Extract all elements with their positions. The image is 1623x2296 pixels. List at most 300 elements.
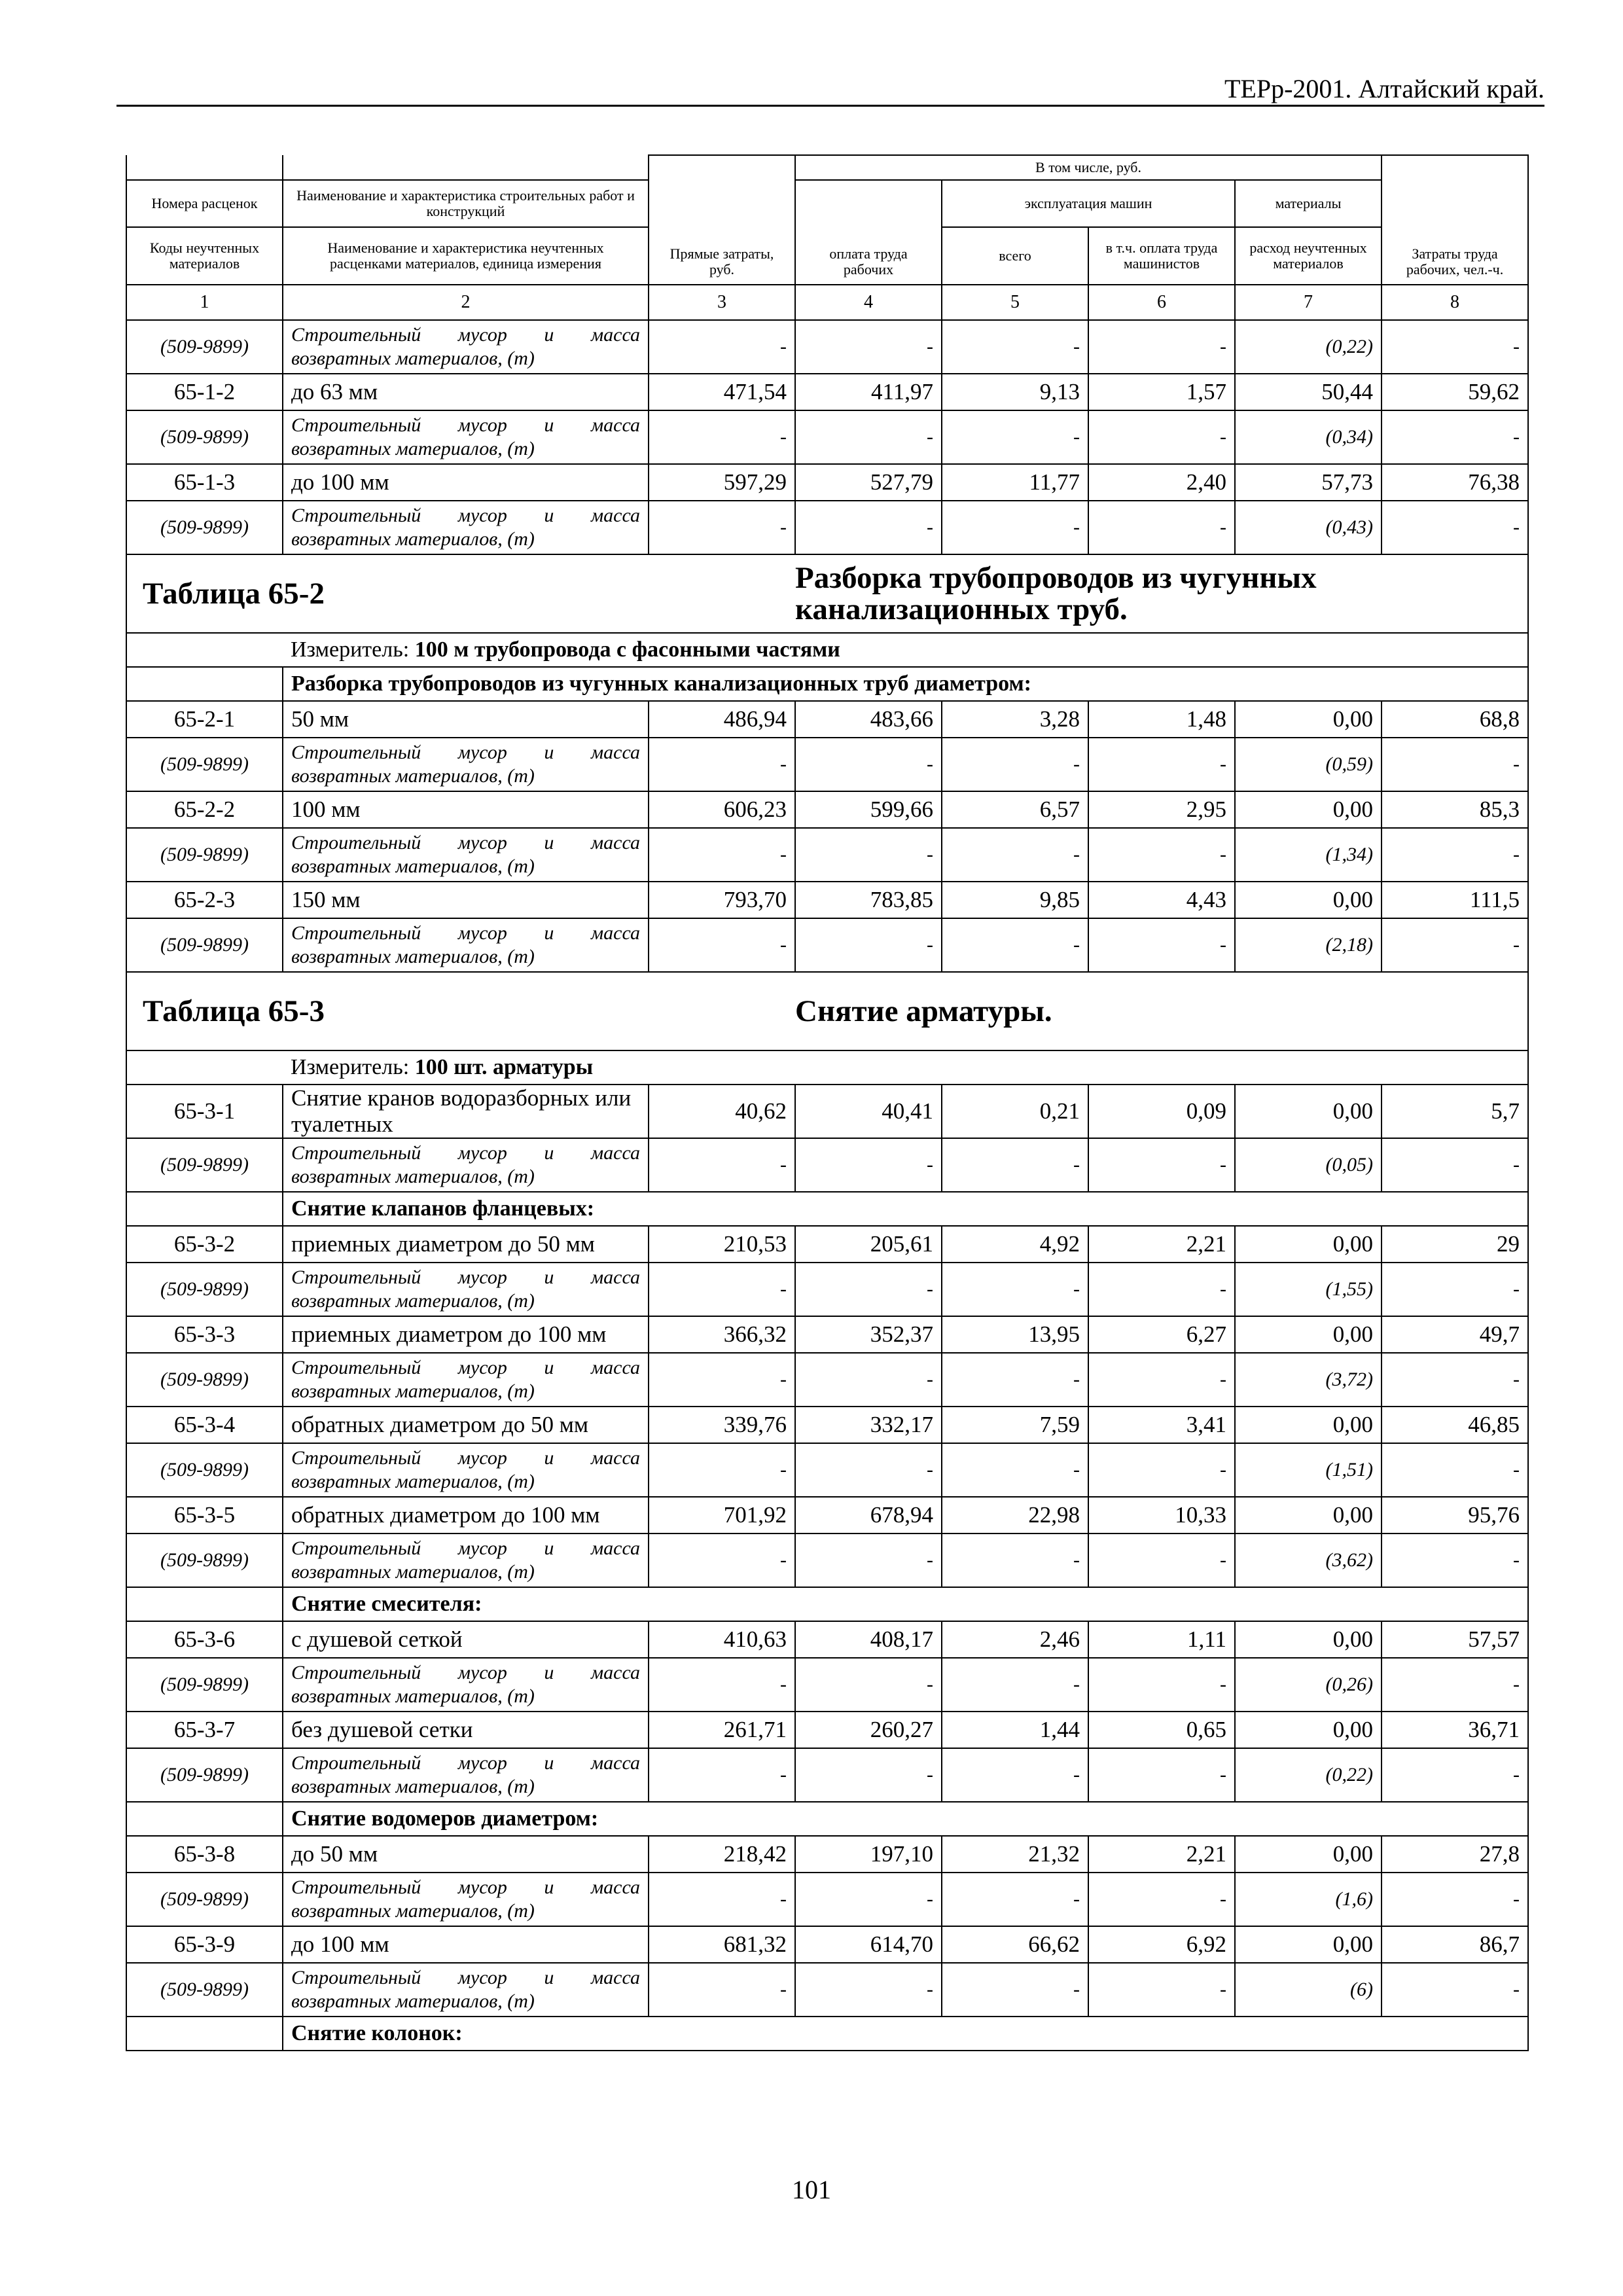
value-dash: - xyxy=(1088,320,1235,374)
table-title-row xyxy=(126,554,1528,633)
column-number-row xyxy=(126,285,1528,320)
column-number: 3 xyxy=(649,285,795,320)
header-cell-work-name: Наименование и характеристика строительных работ и конструкций xyxy=(283,180,649,227)
rate-name: без душевой сетки xyxy=(283,1712,649,1748)
labor-value: 57,57 xyxy=(1382,1621,1528,1658)
direct-costs-value: 597,29 xyxy=(649,464,795,501)
column-number: 7 xyxy=(1235,285,1382,320)
material-row xyxy=(126,1138,1528,1192)
header-cell-material-codes: Коды неучтенных материалов xyxy=(126,227,283,285)
column-number: 4 xyxy=(795,285,942,320)
value-dash: - xyxy=(649,1963,795,2017)
value-dash: - xyxy=(942,828,1088,882)
worker-pay-value: 197,10 xyxy=(795,1836,942,1873)
material-consumption: (2,18) xyxy=(1235,918,1382,972)
direct-costs-value: 793,70 xyxy=(649,882,795,918)
value-dash: - xyxy=(1088,501,1235,554)
material-consumption: (1,34) xyxy=(1235,828,1382,882)
section-heading: Разборка трубопроводов из чугунных канализационных труб диаметром: xyxy=(283,667,1528,701)
labor-value: 49,7 xyxy=(1382,1316,1528,1353)
material-row xyxy=(126,1963,1528,2017)
operator-pay-value: 6,92 xyxy=(1088,1926,1235,1963)
value-dash: - xyxy=(1088,918,1235,972)
material-code: (509-9899) xyxy=(126,410,283,464)
value-dash: - xyxy=(942,1873,1088,1926)
column-number: 6 xyxy=(1088,285,1235,320)
labor-value: 5,7 xyxy=(1382,1085,1528,1138)
rate-row xyxy=(126,791,1528,828)
value-dash: - xyxy=(1382,1263,1528,1316)
direct-costs-value: 210,53 xyxy=(649,1226,795,1263)
table-title: Разборка трубопроводов из чугунных канализационных труб. xyxy=(795,554,1528,633)
material-name: Строительный мусор и масса возвратных материалов, (т) xyxy=(283,1353,649,1407)
value-dash: - xyxy=(942,1658,1088,1712)
section-heading-row xyxy=(126,1192,1528,1226)
worker-pay-value: 352,37 xyxy=(795,1316,942,1353)
rate-row xyxy=(126,464,1528,501)
column-number: 2 xyxy=(283,285,649,320)
material-cost-value: 0,00 xyxy=(1235,1836,1382,1873)
machines-total-value: 2,46 xyxy=(942,1621,1088,1658)
value-dash: - xyxy=(795,738,942,791)
column-number: 5 xyxy=(942,285,1088,320)
header-cell-materials: материалы xyxy=(1235,180,1382,227)
rate-name: до 63 мм xyxy=(283,374,649,410)
value-dash: - xyxy=(1088,1873,1235,1926)
value-dash: - xyxy=(795,1353,942,1407)
machines-total-value: 7,59 xyxy=(942,1407,1088,1443)
material-code: (509-9899) xyxy=(126,1263,283,1316)
material-code: (509-9899) xyxy=(126,738,283,791)
operator-pay-value: 1,11 xyxy=(1088,1621,1235,1658)
value-dash: - xyxy=(795,1658,942,1712)
labor-value: 59,62 xyxy=(1382,374,1528,410)
rate-code: 65-2-3 xyxy=(126,882,283,918)
table-title-left xyxy=(126,972,795,1050)
rate-code: 65-3-2 xyxy=(126,1226,283,1263)
value-dash: - xyxy=(649,1443,795,1497)
direct-costs-value: 40,62 xyxy=(649,1085,795,1138)
machines-total-value: 22,98 xyxy=(942,1497,1088,1534)
meter-label: Измеритель: xyxy=(291,637,410,662)
worker-pay-value: 614,70 xyxy=(795,1926,942,1963)
material-row xyxy=(126,1263,1528,1316)
operator-pay-value: 2,40 xyxy=(1088,464,1235,501)
header-rule xyxy=(116,105,1544,107)
labor-value: 36,71 xyxy=(1382,1712,1528,1748)
operator-pay-value: 2,95 xyxy=(1088,791,1235,828)
table-label: Таблица 65-2 xyxy=(143,577,325,611)
value-dash: - xyxy=(795,1873,942,1926)
value-dash: - xyxy=(795,918,942,972)
value-dash: - xyxy=(1088,1138,1235,1192)
table-title-left xyxy=(126,554,795,633)
machines-total-value: 9,85 xyxy=(942,882,1088,918)
page-number: 101 xyxy=(792,2175,831,2204)
value-dash: - xyxy=(1382,320,1528,374)
section-heading: Снятие смесителя: xyxy=(283,1587,1528,1621)
rate-code: 65-2-2 xyxy=(126,791,283,828)
value-dash: - xyxy=(1382,918,1528,972)
value-dash: - xyxy=(795,1263,942,1316)
material-name: Строительный мусор и масса возвратных материалов, (т) xyxy=(283,501,649,554)
value-dash: - xyxy=(942,918,1088,972)
value-dash: - xyxy=(1088,1534,1235,1587)
column-number: 8 xyxy=(1382,285,1528,320)
material-cost-value: 0,00 xyxy=(1235,1407,1382,1443)
value-dash: - xyxy=(1088,828,1235,882)
labor-value: 95,76 xyxy=(1382,1497,1528,1534)
material-row xyxy=(126,918,1528,972)
value-dash: - xyxy=(795,1138,942,1192)
rate-name: с душевой сеткой xyxy=(283,1621,649,1658)
value-dash: - xyxy=(795,1534,942,1587)
worker-pay-value: 332,17 xyxy=(795,1407,942,1443)
material-consumption: (0,05) xyxy=(1235,1138,1382,1192)
material-row xyxy=(126,1443,1528,1497)
material-code: (509-9899) xyxy=(126,828,283,882)
value-dash: - xyxy=(1088,1963,1235,2017)
value-dash: - xyxy=(1088,1443,1235,1497)
material-code: (509-9899) xyxy=(126,501,283,554)
rate-name: Снятие кранов водоразборных или туалетных xyxy=(283,1085,649,1138)
value-dash: - xyxy=(942,501,1088,554)
rate-code: 65-2-1 xyxy=(126,701,283,738)
section-blank xyxy=(126,1587,283,1621)
material-consumption: (0,34) xyxy=(1235,410,1382,464)
value-dash: - xyxy=(942,1263,1088,1316)
value-dash: - xyxy=(1088,738,1235,791)
material-cost-value: 50,44 xyxy=(1235,374,1382,410)
machines-total-value: 6,57 xyxy=(942,791,1088,828)
labor-value: 111,5 xyxy=(1382,882,1528,918)
rate-name: до 50 мм xyxy=(283,1836,649,1873)
machines-total-value: 3,28 xyxy=(942,701,1088,738)
material-row xyxy=(126,1748,1528,1802)
material-row xyxy=(126,1873,1528,1926)
material-code: (509-9899) xyxy=(126,1443,283,1497)
rate-name: приемных диаметром до 50 мм xyxy=(283,1226,649,1263)
material-cost-value: 0,00 xyxy=(1235,882,1382,918)
material-name: Строительный мусор и масса возвратных материалов, (т) xyxy=(283,1443,649,1497)
labor-value: 46,85 xyxy=(1382,1407,1528,1443)
value-dash: - xyxy=(649,1138,795,1192)
material-code: (509-9899) xyxy=(126,1963,283,2017)
section-heading-row xyxy=(126,1802,1528,1836)
value-dash: - xyxy=(1382,1873,1528,1926)
value-dash: - xyxy=(649,320,795,374)
meter-text xyxy=(283,1050,1528,1085)
rate-name: обратных диаметром до 50 мм xyxy=(283,1407,649,1443)
rate-name: до 100 мм xyxy=(283,1926,649,1963)
material-cost-value: 0,00 xyxy=(1235,1621,1382,1658)
rate-name: приемных диаметром до 100 мм xyxy=(283,1316,649,1353)
machines-total-value: 9,13 xyxy=(942,374,1088,410)
value-dash: - xyxy=(942,1353,1088,1407)
section-blank xyxy=(126,2017,283,2051)
value-dash: - xyxy=(649,918,795,972)
direct-costs-value: 366,32 xyxy=(649,1316,795,1353)
labor-value: 85,3 xyxy=(1382,791,1528,828)
material-name: Строительный мусор и масса возвратных материалов, (т) xyxy=(283,1138,649,1192)
header-cell-rate-numbers-spacer xyxy=(126,155,283,180)
header-cell-labor: Затраты труда рабочих, чел.-ч. xyxy=(1382,155,1528,285)
section-heading-row xyxy=(126,1587,1528,1621)
labor-value: 76,38 xyxy=(1382,464,1528,501)
material-name: Строительный мусор и масса возвратных материалов, (т) xyxy=(283,1658,649,1712)
rate-code: 65-1-2 xyxy=(126,374,283,410)
operator-pay-value: 0,65 xyxy=(1088,1712,1235,1748)
value-dash: - xyxy=(942,1443,1088,1497)
value-dash: - xyxy=(649,1658,795,1712)
direct-costs-value: 471,54 xyxy=(649,374,795,410)
rate-row xyxy=(126,1497,1528,1534)
value-dash: - xyxy=(1382,738,1528,791)
machines-total-value: 13,95 xyxy=(942,1316,1088,1353)
material-cost-value: 57,73 xyxy=(1235,464,1382,501)
header-cell-worker-pay: оплата труда рабочих xyxy=(795,180,942,285)
rate-row xyxy=(126,701,1528,738)
rate-row xyxy=(126,1226,1528,1263)
rate-code: 65-3-1 xyxy=(126,1085,283,1138)
section-heading: Снятие клапанов фланцевых: xyxy=(283,1192,1528,1226)
machines-total-value: 1,44 xyxy=(942,1712,1088,1748)
material-consumption: (3,72) xyxy=(1235,1353,1382,1407)
material-consumption: (0,22) xyxy=(1235,1748,1382,1802)
value-dash: - xyxy=(1382,1748,1528,1802)
rate-row xyxy=(126,882,1528,918)
rate-row xyxy=(126,374,1528,410)
value-dash: - xyxy=(649,1263,795,1316)
value-dash: - xyxy=(649,1748,795,1802)
rate-row xyxy=(126,1407,1528,1443)
machines-total-value: 66,62 xyxy=(942,1926,1088,1963)
material-name: Строительный мусор и масса возвратных материалов, (т) xyxy=(283,1534,649,1587)
worker-pay-value: 599,66 xyxy=(795,791,942,828)
value-dash: - xyxy=(1382,501,1528,554)
meter-value: 100 м трубопровода с фасонными частями xyxy=(414,637,840,662)
header-cell-direct-costs: Прямые затраты, руб. xyxy=(649,155,795,285)
header-cell-material-names: Наименование и характеристика неучтенных расценками материалов, единица измерения xyxy=(283,227,649,285)
rate-row xyxy=(126,1316,1528,1353)
material-consumption: (1,6) xyxy=(1235,1873,1382,1926)
value-dash: - xyxy=(942,738,1088,791)
direct-costs-value: 410,63 xyxy=(649,1621,795,1658)
worker-pay-value: 260,27 xyxy=(795,1712,942,1748)
material-code: (509-9899) xyxy=(126,1873,283,1926)
worker-pay-value: 40,41 xyxy=(795,1085,942,1138)
material-cost-value: 0,00 xyxy=(1235,791,1382,828)
labor-value: 27,8 xyxy=(1382,1836,1528,1873)
material-cost-value: 0,00 xyxy=(1235,1226,1382,1263)
header-cell-in-total: В том числе, руб. xyxy=(795,155,1382,180)
value-dash: - xyxy=(649,410,795,464)
operator-pay-value: 10,33 xyxy=(1088,1497,1235,1534)
material-consumption: (1,55) xyxy=(1235,1263,1382,1316)
table-title: Снятие арматуры. xyxy=(795,972,1528,1050)
material-consumption: (1,51) xyxy=(1235,1443,1382,1497)
value-dash: - xyxy=(1382,1658,1528,1712)
meter-blank xyxy=(126,633,283,667)
value-dash: - xyxy=(649,1873,795,1926)
value-dash: - xyxy=(795,1443,942,1497)
value-dash: - xyxy=(649,738,795,791)
value-dash: - xyxy=(795,410,942,464)
machines-total-value: 11,77 xyxy=(942,464,1088,501)
rate-row xyxy=(126,1926,1528,1963)
header-cell-operator-pay: в т.ч. оплата труда машинистов xyxy=(1088,227,1235,285)
material-consumption: (3,62) xyxy=(1235,1534,1382,1587)
operator-pay-value: 0,09 xyxy=(1088,1085,1235,1138)
value-dash: - xyxy=(1382,410,1528,464)
labor-value: 68,8 xyxy=(1382,701,1528,738)
value-dash: - xyxy=(1088,1353,1235,1407)
meter-row xyxy=(126,633,1528,667)
worker-pay-value: 783,85 xyxy=(795,882,942,918)
value-dash: - xyxy=(649,1353,795,1407)
operator-pay-value: 6,27 xyxy=(1088,1316,1235,1353)
material-name: Строительный мусор и масса возвратных материалов, (т) xyxy=(283,410,649,464)
material-code: (509-9899) xyxy=(126,1658,283,1712)
direct-costs-value: 681,32 xyxy=(649,1926,795,1963)
table-label: Таблица 65-3 xyxy=(143,994,325,1028)
material-code: (509-9899) xyxy=(126,1353,283,1407)
rate-name: 50 мм xyxy=(283,701,649,738)
value-dash: - xyxy=(1382,828,1528,882)
material-cost-value: 0,00 xyxy=(1235,1926,1382,1963)
section-heading-row xyxy=(126,667,1528,701)
material-row xyxy=(126,1534,1528,1587)
material-consumption: (0,59) xyxy=(1235,738,1382,791)
section-heading-row xyxy=(126,2017,1528,2051)
value-dash: - xyxy=(1382,1963,1528,2017)
value-dash: - xyxy=(1088,1658,1235,1712)
value-dash: - xyxy=(1382,1138,1528,1192)
section-blank xyxy=(126,1802,283,1836)
material-name: Строительный мусор и масса возвратных материалов, (т) xyxy=(283,738,649,791)
running-head: ТЕРр-2001. Алтайский край. xyxy=(1224,74,1544,103)
material-row xyxy=(126,320,1528,374)
value-dash: - xyxy=(942,320,1088,374)
material-consumption: (0,43) xyxy=(1235,501,1382,554)
value-dash: - xyxy=(942,410,1088,464)
section-blank xyxy=(126,1192,283,1226)
rate-row xyxy=(126,1836,1528,1873)
value-dash: - xyxy=(795,1748,942,1802)
value-dash: - xyxy=(795,1963,942,2017)
value-dash: - xyxy=(1088,410,1235,464)
operator-pay-value: 4,43 xyxy=(1088,882,1235,918)
material-row xyxy=(126,738,1528,791)
labor-value: 86,7 xyxy=(1382,1926,1528,1963)
worker-pay-value: 678,94 xyxy=(795,1497,942,1534)
value-dash: - xyxy=(1382,1443,1528,1497)
material-name: Строительный мусор и масса возвратных материалов, (т) xyxy=(283,1963,649,2017)
rate-name: 150 мм xyxy=(283,882,649,918)
rate-code: 65-1-3 xyxy=(126,464,283,501)
material-name: Строительный мусор и масса возвратных материалов, (т) xyxy=(283,828,649,882)
worker-pay-value: 408,17 xyxy=(795,1621,942,1658)
direct-costs-value: 701,92 xyxy=(649,1497,795,1534)
rate-code: 65-3-4 xyxy=(126,1407,283,1443)
rate-code: 65-3-9 xyxy=(126,1926,283,1963)
direct-costs-value: 339,76 xyxy=(649,1407,795,1443)
rate-code: 65-3-3 xyxy=(126,1316,283,1353)
rate-row xyxy=(126,1621,1528,1658)
worker-pay-value: 205,61 xyxy=(795,1226,942,1263)
material-consumption: (0,26) xyxy=(1235,1658,1382,1712)
direct-costs-value: 218,42 xyxy=(649,1836,795,1873)
value-dash: - xyxy=(942,1963,1088,2017)
rate-name: обратных диаметром до 100 мм xyxy=(283,1497,649,1534)
value-dash: - xyxy=(795,501,942,554)
material-cost-value: 0,00 xyxy=(1235,1712,1382,1748)
material-code: (509-9899) xyxy=(126,918,283,972)
column-number: 1 xyxy=(126,285,283,320)
rate-name: 100 мм xyxy=(283,791,649,828)
operator-pay-value: 1,48 xyxy=(1088,701,1235,738)
material-name: Строительный мусор и масса возвратных материалов, (т) xyxy=(283,1263,649,1316)
meter-value: 100 шт. арматуры xyxy=(414,1055,594,1079)
worker-pay-value: 411,97 xyxy=(795,374,942,410)
material-code: (509-9899) xyxy=(126,1534,283,1587)
material-consumption: (6) xyxy=(1235,1963,1382,2017)
material-row xyxy=(126,501,1528,554)
value-dash: - xyxy=(1382,1353,1528,1407)
value-dash: - xyxy=(1088,1263,1235,1316)
operator-pay-value: 1,57 xyxy=(1088,374,1235,410)
worker-pay-value: 527,79 xyxy=(795,464,942,501)
value-dash: - xyxy=(795,320,942,374)
table-body xyxy=(126,320,1528,2051)
labor-value: 29 xyxy=(1382,1226,1528,1263)
material-row xyxy=(126,1658,1528,1712)
value-dash: - xyxy=(649,501,795,554)
material-consumption: (0,22) xyxy=(1235,320,1382,374)
table-header xyxy=(126,155,1528,320)
meter-text xyxy=(283,633,1528,667)
table-title-row xyxy=(126,972,1528,1050)
value-dash: - xyxy=(1382,1534,1528,1587)
direct-costs-value: 606,23 xyxy=(649,791,795,828)
meter-label: Измеритель: xyxy=(291,1055,410,1079)
machines-total-value: 4,92 xyxy=(942,1226,1088,1263)
machines-total-value: 21,32 xyxy=(942,1836,1088,1873)
material-cost-value: 0,00 xyxy=(1235,1497,1382,1534)
rate-code: 65-3-6 xyxy=(126,1621,283,1658)
operator-pay-value: 2,21 xyxy=(1088,1836,1235,1873)
section-blank xyxy=(126,667,283,701)
header-cell-machines: эксплуатация машин xyxy=(942,180,1235,227)
meter-blank xyxy=(126,1050,283,1085)
worker-pay-value: 483,66 xyxy=(795,701,942,738)
material-name: Строительный мусор и масса возвратных материалов, (т) xyxy=(283,1873,649,1926)
material-code: (509-9899) xyxy=(126,1748,283,1802)
value-dash: - xyxy=(942,1534,1088,1587)
machines-total-value: 0,21 xyxy=(942,1085,1088,1138)
material-cost-value: 0,00 xyxy=(1235,1085,1382,1138)
section-heading: Снятие колонок: xyxy=(283,2017,1528,2051)
section-heading: Снятие водомеров диаметром: xyxy=(283,1802,1528,1836)
material-cost-value: 0,00 xyxy=(1235,1316,1382,1353)
value-dash: - xyxy=(795,828,942,882)
rate-code: 65-3-5 xyxy=(126,1497,283,1534)
header-cell-work-name-spacer xyxy=(283,155,649,180)
rate-row xyxy=(126,1712,1528,1748)
material-code: (509-9899) xyxy=(126,1138,283,1192)
value-dash: - xyxy=(942,1138,1088,1192)
meter-row xyxy=(126,1050,1528,1085)
